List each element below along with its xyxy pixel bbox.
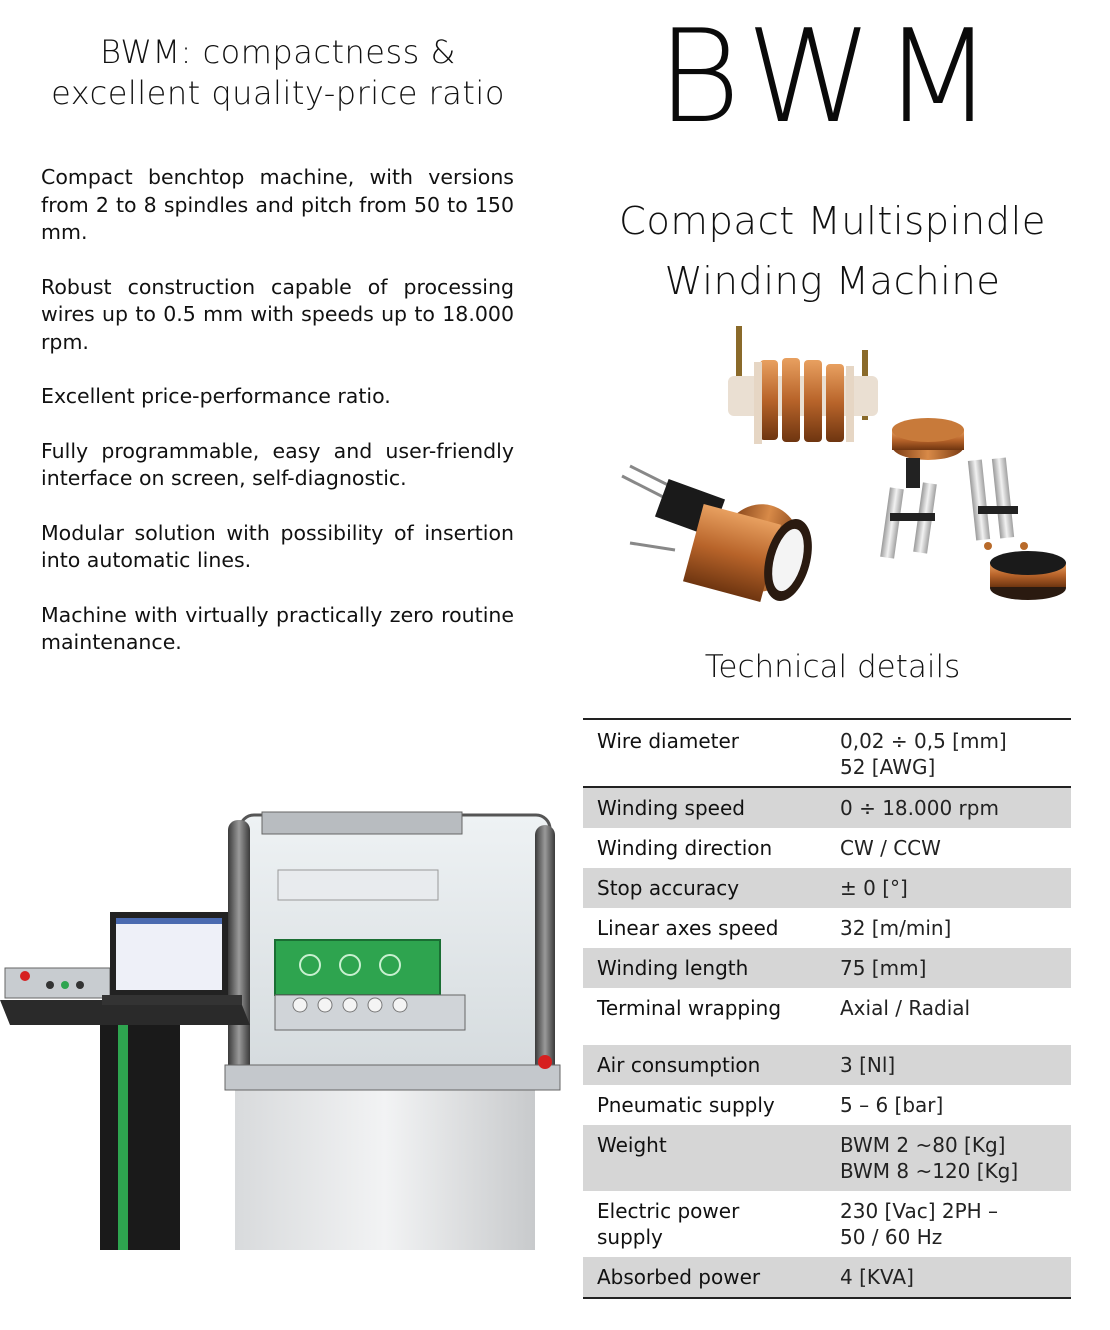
spec-value — [840, 1125, 1071, 1191]
spec-value: 4 [KVA] — [840, 1257, 1071, 1298]
feature-paragraph: Compact benchtop machine, with versions from 2 to 8 spindles and pitch from 50 to 150 mm. — [41, 165, 514, 244]
coil-products-image — [600, 318, 1080, 618]
spec-label-line: supply — [597, 1225, 663, 1249]
spec-value: CW / CCW — [840, 836, 941, 860]
spec-label: Pneumatic supply — [597, 1093, 775, 1117]
laptop-base — [102, 995, 242, 1005]
cylinder-coil-graphic — [622, 466, 820, 606]
spec-label: Absorbed power — [583, 1257, 840, 1298]
feature-paragraph: Modular solution with possibility of insertion into automatic lines. — [41, 520, 514, 572]
spec-label: Winding length — [583, 948, 840, 988]
product-subtitle — [585, 192, 1080, 312]
spool-coil-graphic-2 — [968, 457, 1066, 600]
spec-value: Axial / Radial — [840, 996, 971, 1020]
spec-row — [583, 719, 1071, 787]
spec-value — [840, 1191, 1071, 1257]
spec-value: 0 ÷ 18.000 rpm — [840, 787, 1071, 828]
spec-label: Winding direction — [597, 836, 773, 860]
spec-row — [583, 1125, 1071, 1191]
spec-value-line: 0,02 ÷ 0,5 [mm] — [840, 729, 1007, 753]
spec-value: 5 – 6 [bar] — [840, 1093, 944, 1117]
spec-label: Weight — [583, 1125, 840, 1191]
spec-row — [583, 868, 1071, 908]
spec-label: Wire diameter — [583, 719, 840, 787]
headline — [28, 32, 528, 114]
spec-row — [583, 1085, 1071, 1125]
headline-line-2: excellent quality-price ratio — [51, 74, 505, 112]
feature-paragraph: Excellent price-performance ratio. — [41, 384, 391, 408]
feature-paragraph: Machine with virtually practically zero routine maintenance. — [41, 602, 514, 654]
spec-row — [583, 948, 1071, 988]
spec-row — [583, 1257, 1071, 1298]
feature-paragraph: Robust construction capable of processing wires up to 0.5 mm with speeds up to 18.000 rpm. — [41, 274, 514, 354]
spec-value-line: 230 [Vac] 2PH – — [840, 1199, 999, 1223]
spec-row — [583, 1191, 1071, 1257]
spec-value — [840, 719, 1071, 787]
brand-title: BWM — [656, 3, 1004, 152]
spec-label-line: Electric power — [597, 1199, 740, 1223]
spool-coil-graphic-1 — [880, 418, 964, 559]
bobbin-coil-graphic — [728, 326, 878, 444]
technical-specs-table — [583, 718, 1071, 1299]
spec-value-line: BWM 8 ~120 [Kg] — [840, 1159, 1019, 1183]
emergency-stop-button — [538, 1055, 552, 1069]
spec-label: Stop accuracy — [583, 868, 840, 908]
side-stand — [100, 1005, 180, 1250]
spec-value: 75 [mm] — [840, 948, 1071, 988]
winding-machine-image — [0, 800, 565, 1260]
spec-row — [583, 908, 1071, 948]
subtitle-line-2: Winding Machine — [664, 259, 1001, 304]
spec-label: Air consumption — [583, 1045, 840, 1085]
spec-value-line: BWM 2 ~80 [Kg] — [840, 1133, 1006, 1157]
spec-value-line: 50 / 60 Hz — [840, 1225, 943, 1249]
spec-value: 3 [Nl] — [840, 1045, 1071, 1085]
spec-label: Winding speed — [583, 787, 840, 828]
spec-label: Linear axes speed — [597, 916, 779, 940]
machine-base-cabinet — [235, 1090, 535, 1250]
spec-row — [583, 1045, 1071, 1085]
spec-label: Terminal wrapping — [597, 996, 782, 1020]
spec-label — [583, 1191, 840, 1257]
spec-row — [583, 828, 1071, 868]
spec-value: ± 0 [°] — [840, 868, 1071, 908]
spec-value-line: 52 [AWG] — [840, 755, 936, 779]
headline-line-1: BWM: compactness & — [100, 33, 456, 71]
spec-row — [583, 988, 1071, 1045]
spec-value: 32 [m/min] — [840, 916, 952, 940]
spec-row — [583, 787, 1071, 828]
feature-list — [41, 164, 514, 684]
subtitle-line-1: Compact Multispindle — [619, 199, 1046, 244]
feature-paragraph: Fully programmable, easy and user-friendly interface on screen, self-diagnostic. — [41, 438, 514, 490]
technical-details-heading: Technical details — [704, 649, 961, 685]
